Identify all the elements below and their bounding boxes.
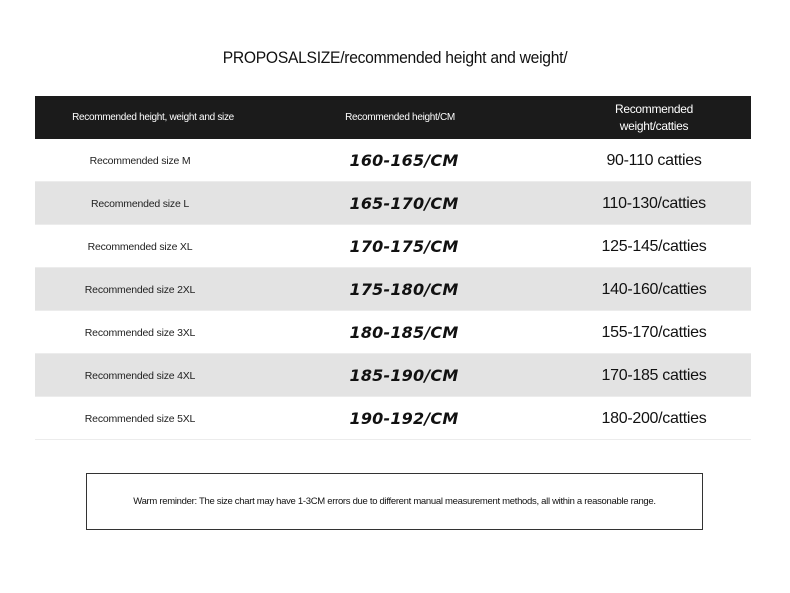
header-weight-line2: weight/catties [619,118,689,133]
height-cell: 185-190/CM [349,366,459,385]
warm-reminder-box [86,473,703,530]
table-row [35,225,751,268]
height-cell: 190-192/CM [349,409,459,428]
weight-cell: 110-130/catties [602,194,706,212]
table-header [35,96,751,139]
size-table [35,96,751,440]
table-row [35,354,751,397]
table-row [35,139,751,182]
weight-cell: 140-160/catties [601,280,707,298]
size-cell: Recommended size 2XL [84,283,196,296]
height-cell: 175-180/CM [349,280,459,299]
warm-reminder-text: Warm reminder: The size chart may have 1-3CM errors due to different manual measurement methods, all within a reasonable range. [133,496,656,507]
weight-cell: 155-170/catties [601,323,707,341]
size-cell: Recommended size L [91,197,189,210]
size-cell: Recommended size 3XL [84,326,196,339]
weight-cell: 90-110 catties [606,151,702,169]
height-cell: 170-175/CM [349,237,459,256]
table-row [35,397,751,440]
height-cell: 180-185/CM [349,323,459,342]
table-row [35,268,751,311]
size-cell: Recommended size M [89,154,191,167]
table-row [35,311,751,354]
table-row [35,182,751,225]
size-cell: Recommended size XL [87,240,193,253]
weight-cell: 125-145/catties [601,237,707,255]
header-size: Recommended height, weight and size [72,112,234,123]
size-cell: Recommended size 4XL [84,369,196,382]
weight-cell: 170-185 catties [601,366,707,384]
weight-cell: 180-200/catties [601,409,707,427]
size-cell: Recommended size 5XL [84,412,196,425]
height-cell: 165-170/CM [349,194,459,213]
height-cell: 160-165/CM [349,151,459,170]
page-title: PROPOSALSIZE/recommended height and weight/ [222,48,568,67]
header-weight-line1: Recommended [614,101,694,116]
header-weight [575,96,733,139]
header-height: Recommended height/CM [345,112,455,123]
